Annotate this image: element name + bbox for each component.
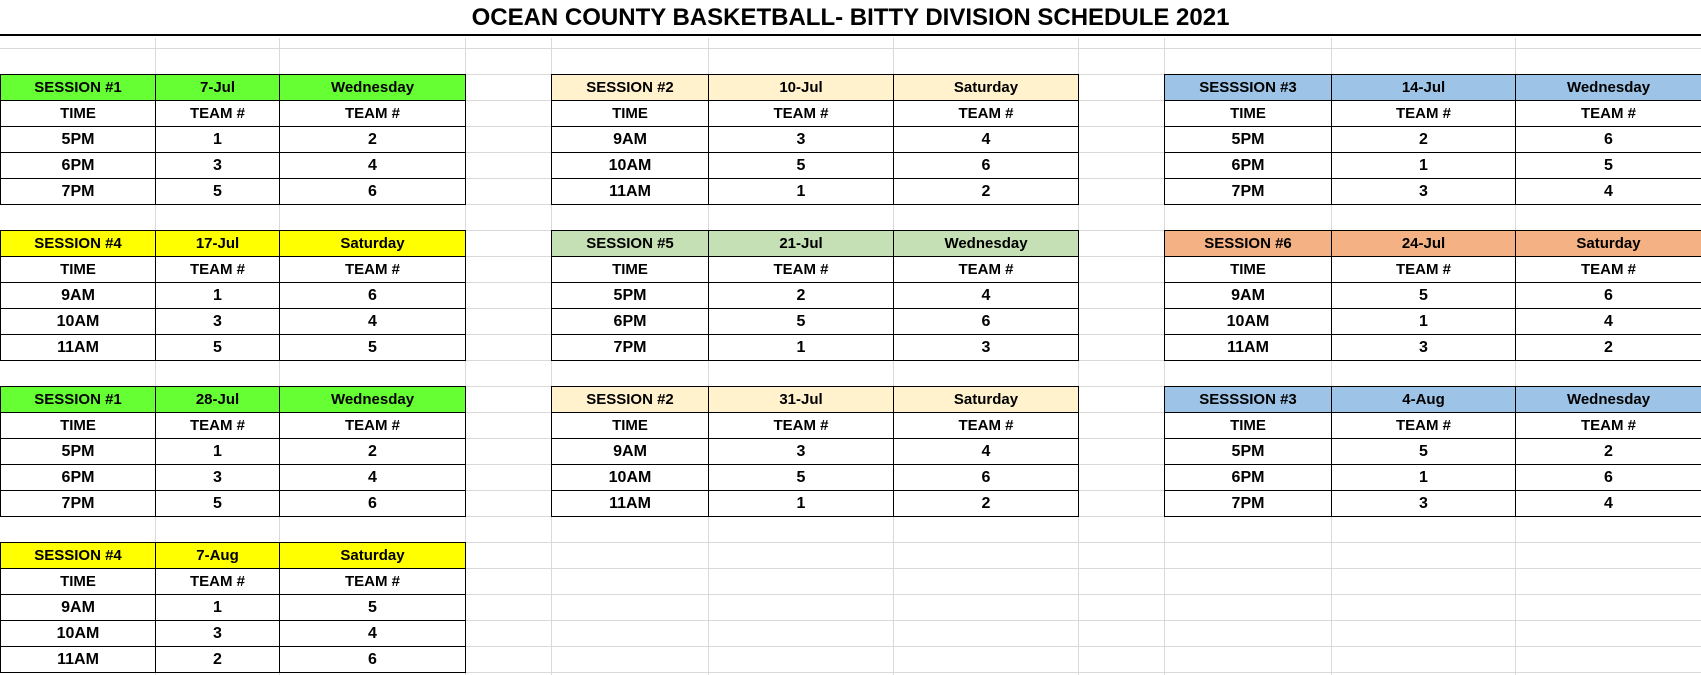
session-table (551, 386, 1079, 517)
team-b-cell[interactable]: 4 (280, 309, 466, 335)
game-row (1165, 127, 1701, 153)
time-label-cell[interactable]: TIME (1, 101, 156, 127)
session-date-cell[interactable]: 10-Jul (709, 75, 894, 101)
game-row (1, 179, 466, 205)
game-time-cell[interactable]: 6PM (1165, 153, 1332, 179)
game-time-cell[interactable]: 9AM (1, 283, 156, 309)
team-a-cell[interactable]: 3 (1332, 179, 1516, 205)
session-name-cell[interactable]: SESSION #2 (552, 387, 709, 413)
session-date-cell[interactable]: 14-Jul (1332, 75, 1516, 101)
team-b-cell[interactable]: 4 (894, 439, 1079, 465)
game-row (1165, 491, 1701, 517)
game-time-cell[interactable]: 11AM (552, 179, 709, 205)
team-a-cell[interactable]: 5 (156, 491, 280, 517)
column-label-row (552, 413, 1079, 439)
team-label-cell[interactable]: TEAM # (1516, 413, 1701, 439)
time-label-cell[interactable]: TIME (1, 413, 156, 439)
team-b-cell[interactable]: 4 (1516, 309, 1701, 335)
team-a-cell[interactable]: 3 (709, 439, 894, 465)
game-time-cell[interactable]: 7PM (1165, 179, 1332, 205)
team-b-cell[interactable]: 6 (894, 153, 1079, 179)
team-a-cell[interactable]: 5 (709, 153, 894, 179)
column-label-row (552, 257, 1079, 283)
game-row (552, 335, 1079, 361)
team-a-cell[interactable]: 1 (1332, 153, 1516, 179)
game-row (1, 595, 466, 621)
game-time-cell[interactable]: 9AM (552, 439, 709, 465)
session-date-cell[interactable]: 7-Aug (156, 543, 280, 569)
session-name-cell[interactable]: SESSION #1 (1, 387, 156, 413)
team-label-cell[interactable]: TEAM # (280, 569, 466, 595)
game-time-cell[interactable]: 9AM (552, 127, 709, 153)
team-b-cell[interactable]: 2 (280, 439, 466, 465)
team-b-cell[interactable]: 6 (1516, 283, 1701, 309)
team-label-cell[interactable]: TEAM # (280, 413, 466, 439)
session-date-cell[interactable]: 21-Jul (709, 231, 894, 257)
team-a-cell[interactable]: 5 (156, 179, 280, 205)
session-name-cell[interactable]: SESSSION #3 (1165, 387, 1332, 413)
game-row (552, 283, 1079, 309)
game-time-cell[interactable]: 7PM (1, 179, 156, 205)
time-label-cell[interactable]: TIME (1165, 257, 1332, 283)
game-time-cell[interactable]: 7PM (1165, 491, 1332, 517)
team-label-cell[interactable]: TEAM # (709, 101, 894, 127)
team-a-cell[interactable]: 1 (156, 127, 280, 153)
team-label-cell[interactable]: TEAM # (280, 257, 466, 283)
game-time-cell[interactable]: 10AM (552, 465, 709, 491)
time-label-cell[interactable]: TIME (1, 569, 156, 595)
game-time-cell[interactable]: 11AM (552, 491, 709, 517)
team-b-cell[interactable]: 6 (280, 179, 466, 205)
session-table (1164, 74, 1701, 205)
team-b-cell[interactable]: 2 (1516, 439, 1701, 465)
game-time-cell[interactable]: 9AM (1165, 283, 1332, 309)
title-spacer (0, 36, 1701, 38)
game-row (552, 491, 1079, 517)
team-a-cell[interactable]: 1 (156, 595, 280, 621)
column-label-row (552, 101, 1079, 127)
game-row (552, 179, 1079, 205)
game-time-cell[interactable]: 10AM (552, 153, 709, 179)
session-day-cell[interactable]: Wednesday (1516, 387, 1701, 413)
game-time-cell[interactable]: 6PM (1, 465, 156, 491)
session-date-cell[interactable]: 24-Jul (1332, 231, 1516, 257)
team-a-cell[interactable]: 1 (709, 335, 894, 361)
game-time-cell[interactable]: 11AM (1165, 335, 1332, 361)
game-row (1, 283, 466, 309)
team-label-cell[interactable]: TEAM # (1516, 257, 1701, 283)
team-a-cell[interactable]: 3 (156, 153, 280, 179)
session-header-row (1, 543, 466, 569)
team-b-cell[interactable]: 2 (894, 179, 1079, 205)
team-a-cell[interactable]: 5 (1332, 439, 1516, 465)
time-label-cell[interactable]: TIME (552, 257, 709, 283)
game-row (1, 465, 466, 491)
team-label-cell[interactable]: TEAM # (709, 257, 894, 283)
game-time-cell[interactable]: 6PM (552, 309, 709, 335)
game-row (552, 153, 1079, 179)
session-day-cell[interactable]: Wednesday (1516, 75, 1701, 101)
team-b-cell[interactable]: 6 (1516, 127, 1701, 153)
team-b-cell[interactable]: 2 (280, 127, 466, 153)
team-label-cell[interactable]: TEAM # (1516, 101, 1701, 127)
team-b-cell[interactable]: 3 (894, 335, 1079, 361)
team-a-cell[interactable]: 1 (156, 439, 280, 465)
game-row (1165, 179, 1701, 205)
session-header-row (1, 231, 466, 257)
team-b-cell[interactable]: 6 (894, 309, 1079, 335)
session-day-cell[interactable]: Saturday (280, 231, 466, 257)
team-a-cell[interactable]: 2 (156, 647, 280, 673)
time-label-cell[interactable]: TIME (552, 413, 709, 439)
game-time-cell[interactable]: 6PM (1, 153, 156, 179)
session-day-cell[interactable]: Saturday (1516, 231, 1701, 257)
session-date-cell[interactable]: 17-Jul (156, 231, 280, 257)
team-b-cell[interactable]: 6 (280, 283, 466, 309)
team-a-cell[interactable]: 1 (709, 179, 894, 205)
game-row (1165, 153, 1701, 179)
game-time-cell[interactable]: 5PM (552, 283, 709, 309)
column-label-row (1165, 257, 1701, 283)
game-time-cell[interactable]: 5PM (1165, 127, 1332, 153)
team-a-cell[interactable]: 3 (709, 127, 894, 153)
session-table (551, 230, 1079, 361)
game-time-cell[interactable]: 6PM (1165, 465, 1332, 491)
game-row (552, 309, 1079, 335)
team-a-cell[interactable]: 1 (1332, 309, 1516, 335)
session-header-row (1165, 387, 1701, 413)
column-label-row (1165, 101, 1701, 127)
session-day-cell[interactable]: Wednesday (280, 75, 466, 101)
team-label-cell[interactable]: TEAM # (156, 101, 280, 127)
session-name-cell[interactable]: SESSION #6 (1165, 231, 1332, 257)
session-header-row (1, 75, 466, 101)
game-row (1, 621, 466, 647)
team-a-cell[interactable]: 3 (156, 465, 280, 491)
team-label-cell[interactable]: TEAM # (156, 413, 280, 439)
team-b-cell[interactable]: 4 (894, 283, 1079, 309)
game-time-cell[interactable]: 10AM (1165, 309, 1332, 335)
game-time-cell[interactable]: 5PM (1165, 439, 1332, 465)
game-row (1, 153, 466, 179)
team-a-cell[interactable]: 3 (156, 309, 280, 335)
game-time-cell[interactable]: 5PM (1, 127, 156, 153)
column-label-row (1, 101, 466, 127)
session-header-row (1, 387, 466, 413)
session-day-cell[interactable]: Saturday (894, 387, 1079, 413)
game-row (1165, 439, 1701, 465)
time-label-cell[interactable]: TIME (1, 257, 156, 283)
game-row (552, 465, 1079, 491)
team-a-cell[interactable]: 5 (709, 309, 894, 335)
team-label-cell[interactable]: TEAM # (280, 101, 466, 127)
session-name-cell[interactable]: SESSION #5 (552, 231, 709, 257)
game-row (552, 439, 1079, 465)
time-label-cell[interactable]: TIME (1165, 101, 1332, 127)
team-a-cell[interactable]: 2 (1332, 127, 1516, 153)
column-label-row (1, 413, 466, 439)
column-label-row (1, 257, 466, 283)
game-time-cell[interactable]: 5PM (1, 439, 156, 465)
session-table (1164, 386, 1701, 517)
team-label-cell[interactable]: TEAM # (156, 257, 280, 283)
session-header-row (1165, 75, 1701, 101)
game-row (1, 439, 466, 465)
session-name-cell[interactable]: SESSION #2 (552, 75, 709, 101)
team-b-cell[interactable]: 2 (894, 491, 1079, 517)
game-row (552, 127, 1079, 153)
time-label-cell[interactable]: TIME (552, 101, 709, 127)
session-table (0, 542, 466, 673)
team-b-cell[interactable]: 5 (280, 595, 466, 621)
game-time-cell[interactable]: 10AM (1, 309, 156, 335)
team-b-cell[interactable]: 2 (1516, 335, 1701, 361)
team-label-cell[interactable]: TEAM # (894, 257, 1079, 283)
team-a-cell[interactable]: 1 (156, 283, 280, 309)
game-time-cell[interactable]: 9AM (1, 595, 156, 621)
session-day-cell[interactable]: Wednesday (280, 387, 466, 413)
team-label-cell[interactable]: TEAM # (894, 413, 1079, 439)
game-time-cell[interactable]: 7PM (1, 491, 156, 517)
session-name-cell[interactable]: SESSION #4 (1, 231, 156, 257)
team-b-cell[interactable]: 4 (280, 465, 466, 491)
team-b-cell[interactable]: 6 (280, 491, 466, 517)
game-row (1165, 465, 1701, 491)
game-row (1, 647, 466, 673)
team-b-cell[interactable]: 4 (1516, 491, 1701, 517)
team-label-cell[interactable]: TEAM # (1332, 257, 1516, 283)
column-label-row (1, 569, 466, 595)
session-header-row (1165, 231, 1701, 257)
game-row (1165, 283, 1701, 309)
game-row (1165, 309, 1701, 335)
session-day-cell[interactable]: Wednesday (894, 231, 1079, 257)
game-time-cell[interactable]: 11AM (1, 335, 156, 361)
session-table (1164, 230, 1701, 361)
team-b-cell[interactable]: 4 (280, 153, 466, 179)
team-a-cell[interactable]: 2 (709, 283, 894, 309)
session-table (551, 74, 1079, 205)
game-row (1, 491, 466, 517)
session-name-cell[interactable]: SESSION #1 (1, 75, 156, 101)
session-table (0, 230, 466, 361)
game-time-cell[interactable]: 11AM (1, 647, 156, 673)
session-date-cell[interactable]: 7-Jul (156, 75, 280, 101)
game-time-cell[interactable]: 7PM (552, 335, 709, 361)
team-a-cell[interactable]: 5 (1332, 283, 1516, 309)
team-label-cell[interactable]: TEAM # (156, 569, 280, 595)
team-a-cell[interactable]: 3 (1332, 335, 1516, 361)
game-row (1, 309, 466, 335)
team-b-cell[interactable]: 4 (894, 127, 1079, 153)
game-row (1, 335, 466, 361)
session-name-cell[interactable]: SESSSION #3 (1165, 75, 1332, 101)
team-label-cell[interactable]: TEAM # (894, 101, 1079, 127)
team-b-cell[interactable]: 5 (280, 335, 466, 361)
session-header-row (552, 231, 1079, 257)
session-table (0, 386, 466, 517)
team-label-cell[interactable]: TEAM # (709, 413, 894, 439)
team-b-cell[interactable]: 4 (1516, 179, 1701, 205)
team-b-cell[interactable]: 6 (280, 647, 466, 673)
team-a-cell[interactable]: 1 (709, 491, 894, 517)
team-a-cell[interactable]: 3 (156, 621, 280, 647)
session-date-cell[interactable]: 4-Aug (1332, 387, 1516, 413)
game-time-cell[interactable]: 10AM (1, 621, 156, 647)
sheet-title: OCEAN COUNTY BASKETBALL- BITTY DIVISION SCHEDULE 2021 (0, 0, 1701, 36)
team-b-cell[interactable]: 6 (1516, 465, 1701, 491)
team-label-cell[interactable]: TEAM # (1332, 413, 1516, 439)
session-name-cell[interactable]: SESSION #4 (1, 543, 156, 569)
session-day-cell[interactable]: Saturday (894, 75, 1079, 101)
game-row (1, 127, 466, 153)
team-b-cell[interactable]: 5 (1516, 153, 1701, 179)
session-header-row (552, 75, 1079, 101)
game-row (1165, 335, 1701, 361)
session-header-row (552, 387, 1079, 413)
team-a-cell[interactable]: 1 (1332, 465, 1516, 491)
time-label-cell[interactable]: TIME (1165, 413, 1332, 439)
team-label-cell[interactable]: TEAM # (1332, 101, 1516, 127)
session-day-cell[interactable]: Saturday (280, 543, 466, 569)
team-a-cell[interactable]: 5 (709, 465, 894, 491)
team-a-cell[interactable]: 3 (1332, 491, 1516, 517)
team-a-cell[interactable]: 5 (156, 335, 280, 361)
column-label-row (1165, 413, 1701, 439)
team-b-cell[interactable]: 4 (280, 621, 466, 647)
session-table (0, 74, 466, 205)
team-b-cell[interactable]: 6 (894, 465, 1079, 491)
session-date-cell[interactable]: 31-Jul (709, 387, 894, 413)
session-date-cell[interactable]: 28-Jul (156, 387, 280, 413)
